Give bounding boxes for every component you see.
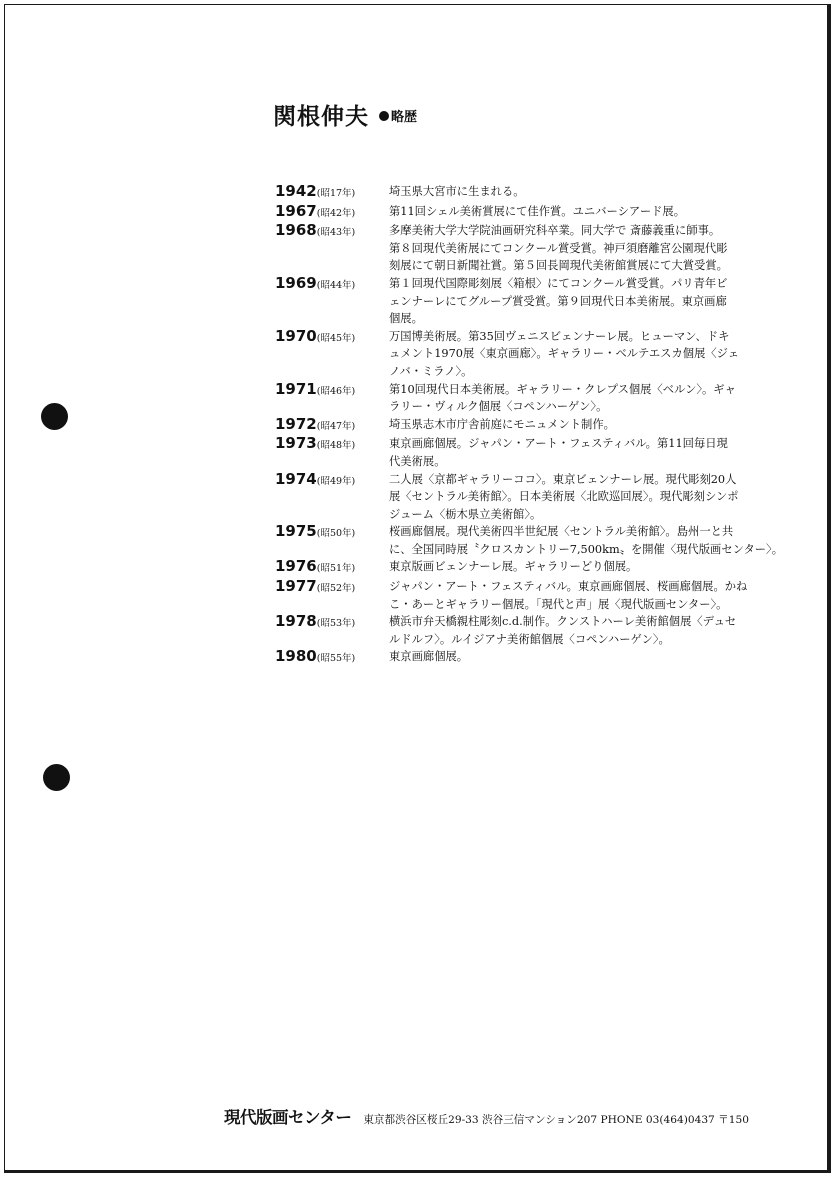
timeline-entry [275, 435, 795, 470]
year-number: 1975 [275, 522, 317, 541]
entry-line: 万国博美術展。第35回ヴェニスビェンナーレ展。ヒューマン、ドキ [389, 329, 730, 343]
timeline-entry [275, 471, 795, 524]
year-number: 1980 [275, 647, 317, 666]
section-label-text: 略歴 [391, 110, 418, 125]
entry-line: 第１回現代国際彫刻展〈箱根〉にてコンクール賞受賞。パリ青年ビ [389, 276, 728, 290]
entry-year [275, 203, 389, 223]
timeline-entry [275, 275, 795, 328]
timeline-entry [275, 203, 795, 223]
entry-year [275, 471, 389, 491]
entry-line: 桜画廊個展。現代美術四半世紀展〈セントラル美術館〉。島州一と共 [389, 525, 734, 539]
year-number: 1970 [275, 326, 317, 345]
year-number: 1978 [275, 612, 317, 631]
era-label: (昭45年) [316, 332, 356, 344]
era-label: (昭51年) [316, 563, 356, 575]
entry-text [389, 471, 795, 524]
entry-year [275, 523, 389, 543]
era-label: (昭48年) [316, 440, 356, 452]
entry-line: 代美術展。 [389, 454, 446, 468]
entry-line: こ・あーとギャラリー個展。「現代と声」展〈現代版画センター〉。 [389, 597, 728, 611]
entry-year [275, 381, 389, 401]
year-number: 1968 [275, 221, 317, 240]
document-sheet [4, 4, 831, 1173]
year-number: 1967 [275, 201, 317, 220]
publisher-address: 東京都渋谷区桜丘29-33 渋谷三信マンション207 PHONE 03(464)0437 〒150 [363, 1114, 749, 1126]
timeline-entry [275, 613, 795, 648]
entry-line: ラリー・ヴィルク個展〈コペンハーゲン〉。 [389, 400, 608, 414]
entry-line: 多摩美術大学大学院油画研究科卒業。同大学で 斎藤義重に師事。 [389, 224, 721, 238]
entry-text [389, 416, 795, 434]
entry-line: 東京画廊個展。 [389, 650, 469, 664]
entry-line: 第10回現代日本美術展。ギャラリー・クレプス個展〈ベルン〉。ギャ [389, 382, 736, 396]
entry-text [389, 381, 795, 416]
entry-year [275, 648, 389, 668]
timeline-entry [275, 578, 795, 613]
timeline-entry [275, 381, 795, 416]
era-label: (昭46年) [316, 385, 356, 397]
entry-line: ュメント1970展〈東京画廊〉。ギャラリー・ベルテエスカ個展〈ジェ [389, 347, 740, 361]
entry-line: ノバ・ミラノ〉。 [389, 364, 473, 378]
year-number: 1942 [275, 182, 317, 200]
entry-text [389, 203, 795, 221]
entry-line: ジャパン・アート・フェスティバル。東京画廊個展、桜画廊個展。かね [389, 580, 748, 594]
era-label: (昭49年) [316, 475, 356, 487]
entry-line: ジューム〈栃木県立美術館〉。 [389, 507, 542, 521]
bullet-dot-icon [379, 111, 389, 121]
entry-line: に、全国同時展〝クロスカントリー7,500km〟を開催〈現代版画センター〉。 [389, 542, 784, 556]
year-number: 1974 [275, 469, 317, 488]
binder-hole [43, 764, 70, 791]
entry-line: 二人展〈京都ギャラリーココ〉。東京ビェンナーレ展。現代彫刻20人 [389, 472, 737, 486]
entry-line: ルドルフ〉。ルイジアナ美術館個展〈コペンハーゲン〉。 [389, 632, 670, 646]
entry-year [275, 183, 389, 203]
timeline-entry [275, 648, 795, 668]
entry-text [389, 328, 795, 381]
entry-text [389, 578, 795, 613]
timeline-entry [275, 558, 795, 578]
entry-line: 展〈セントラル美術館〉。日本美術展〈北欧巡回展〉。現代彫刻シンポ [389, 490, 739, 504]
entry-line: 東京画廊個展。ジャパン・アート・フェスティバル。第11回毎日現 [389, 437, 728, 451]
timeline-entry [275, 416, 795, 436]
biography-timeline [275, 183, 795, 668]
year-number: 1973 [275, 434, 317, 453]
entry-year [275, 578, 389, 598]
entry-text [389, 648, 795, 666]
publisher-name: 現代版画センター [224, 1108, 352, 1127]
timeline-entry [275, 523, 795, 558]
era-label: (昭43年) [316, 227, 356, 239]
timeline-entry [275, 328, 795, 381]
entry-year [275, 416, 389, 436]
entry-year [275, 328, 389, 348]
entry-text [389, 222, 795, 275]
entry-line: 個展。 [389, 312, 423, 326]
era-label: (昭53年) [316, 618, 356, 630]
year-number: 1977 [275, 577, 317, 596]
footer [224, 1104, 749, 1128]
era-label: (昭50年) [316, 528, 356, 540]
entry-line: 刻展にて朝日新聞社賞。第５回長岡現代美術館賞展にて大賞受賞。 [389, 259, 728, 273]
entry-line: 東京版画ビェンナーレ展。ギャラリーどり個展。 [389, 560, 638, 574]
entry-year [275, 435, 389, 455]
entry-line: 第11回シェル美術賞展にて佳作賞。ユニバーシアード展。 [389, 204, 686, 218]
entry-year [275, 222, 389, 242]
entry-line: 埼玉県志木市庁舎前庭にモニュメント制作。 [389, 417, 615, 431]
year-number: 1976 [275, 557, 317, 576]
entry-year [275, 558, 389, 578]
entry-text [389, 275, 795, 328]
era-label: (昭47年) [316, 420, 356, 432]
entry-year [275, 275, 389, 295]
entry-line: 第８回現代美術展にてコンクール賞受賞。神戸須磨離宮公園現代彫 [389, 241, 728, 255]
entry-year [275, 613, 389, 633]
entry-text [389, 613, 795, 648]
binder-hole [41, 403, 68, 430]
year-number: 1969 [275, 273, 317, 292]
entry-line: ェンナーレにてグループ賞受賞。第９回現代日本美術展。東京画廊 [389, 294, 727, 308]
era-label: (昭52年) [316, 583, 356, 595]
era-label: (昭42年) [316, 207, 356, 219]
entry-line: 横浜市弁天橋親柱彫刻c.d.制作。クンストハーレ美術館個展〈デュセ [389, 615, 737, 629]
era-label: (昭55年) [316, 653, 356, 665]
section-label [379, 106, 417, 125]
era-label: (昭44年) [316, 279, 356, 291]
entry-text [389, 558, 795, 576]
timeline-entry [275, 183, 795, 203]
year-number: 1971 [275, 379, 317, 398]
entry-text [389, 435, 795, 470]
year-number: 1972 [275, 414, 317, 433]
entry-text [389, 523, 795, 558]
entry-text [389, 183, 795, 201]
timeline-entry [275, 222, 795, 275]
page-title: 関根伸夫 [273, 103, 369, 130]
era-label: (昭17年) [316, 188, 356, 199]
entry-line: 埼玉県大宮市に生まれる。 [389, 185, 525, 198]
